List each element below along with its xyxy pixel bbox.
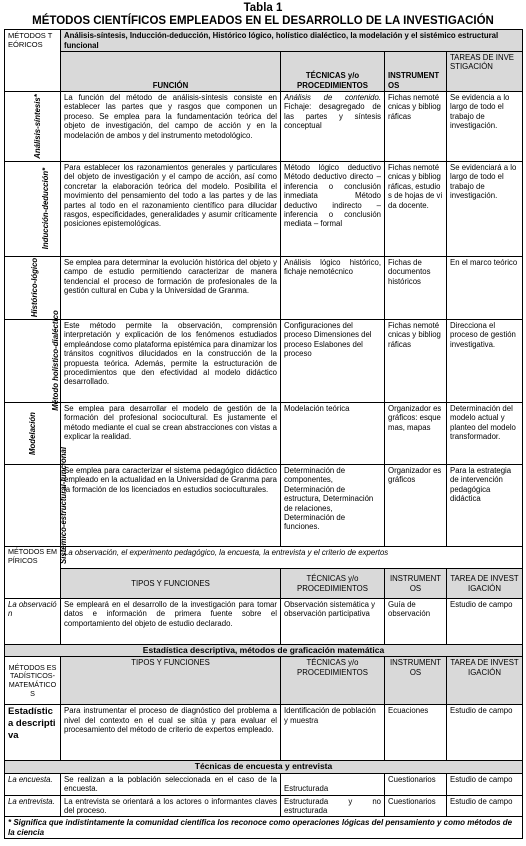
method-instruments: Fichas nemotécnicas y bibliográficas	[385, 92, 447, 162]
method-techniques: Observación sistemática y observación participativa	[281, 599, 385, 645]
theoretical-methods-banner: Análisis-síntesis, Inducción-deducción, Histórico lógico, holístico dialéctico, la modelación y el sistémico estructural funcional	[61, 30, 523, 52]
table-number: Tabla 1	[243, 2, 283, 14]
method-name: La encuesta.	[5, 773, 61, 795]
method-instruments: Fichas nemotécnicas y bibliográficas	[385, 320, 447, 403]
footnote: * Significa que indistintamente la comunidad científica los reconoce como operaciones lógicas del pensamiento y como métodos de la ciencia	[5, 817, 523, 839]
header-instrumentos: INSTRUMENTOS	[385, 52, 447, 92]
method-techniques: Método lógico deductivo Método deductivo directo – inferencia o conclusión inmediata Método deductivo indirecto – inferencia o conclusión mediata – formal	[281, 162, 385, 257]
document	[4, 2, 522, 839]
header-tecnicas: TÉCNICAS y/o PROCEDIMIENTOS	[281, 569, 385, 599]
method-tasks: Direcciona el proceso de gestión investigativa.	[447, 320, 523, 403]
method-tasks: Estudio de campo	[447, 795, 523, 817]
method-name: Inducción-deducción*	[5, 162, 61, 257]
method-instruments: Cuestionarios	[385, 795, 447, 817]
header-tecnicas: TÉCNICAS y/o PROCEDIMIENTOS	[281, 657, 385, 705]
method-techniques: Identificación de población y muestra	[281, 705, 385, 761]
method-tasks: Determinación del modelo actual y planteo del modelo transformador.	[447, 403, 523, 465]
table-row	[5, 257, 523, 320]
header-tareas: TAREAS DE INVESTIGACIÓN	[447, 52, 523, 92]
method-instruments: Guía de observación	[385, 599, 447, 645]
method-instruments: Cuestionarios	[385, 773, 447, 795]
statistics-section-title: Estadística descriptiva, métodos de graficación matemática	[5, 645, 523, 657]
empirical-side-label: MÉTODOS EMPÍRICOS	[5, 547, 61, 599]
method-instruments: Ecuaciones	[385, 705, 447, 761]
method-tasks: Para la estrategia de intervención pedagógica didáctica	[447, 465, 523, 547]
table-row	[5, 599, 523, 645]
table-row	[5, 795, 523, 817]
method-name: Sistémico-estructural-funcional	[5, 465, 61, 547]
table-row	[5, 773, 523, 795]
method-techniques: Estructurada	[281, 773, 385, 795]
method-techniques: Análisis lógico histórico, fichaje nemotécnico	[281, 257, 385, 320]
header-tipos-funciones: TIPOS Y FUNCIONES	[61, 569, 281, 599]
method-function: Se emplea para caracterizar el sistema pedagógico didáctico empleado en la actualidad en la Universidad de Granma para la formación de los licenciados en estudios socioculturales.	[61, 465, 281, 547]
method-function: Este método permite la observación, comprensión interpretación y explicación de los fenómenos estudiados empleándose como plataforma epistémica para dinamizar los tránsitos cognitivos dilucidados en la construcción de la propuesta teórica. Además, permite la estructuración de procedimientos que den efectividad al modelo didáctico desarrollado.	[61, 320, 281, 403]
method-instruments: Organizador es gráficos: esquemas, mapas	[385, 403, 447, 465]
empirical-methods-banner: La observación, el experimento pedagógico, la encuesta, la entrevista y el criterio de expertos	[61, 547, 523, 569]
header-tecnicas: TÉCNICAS y/o PROCEDIMIENTOS	[281, 52, 385, 92]
table-title: MÉTODOS CIENTÍFICOS EMPLEADOS EN EL DESARROLLO DE LA INVESTIGACIÓN	[32, 15, 494, 27]
table-row	[5, 403, 523, 465]
table-row	[5, 465, 523, 547]
method-tasks: En el marco teórico	[447, 257, 523, 320]
method-techniques: Estructurada y no estructurada	[281, 795, 385, 817]
header-tarea: TAREA DE INVESTIGACIÓN	[447, 569, 523, 599]
table-row	[5, 320, 523, 403]
header-instrumentos: INSTRUMENTOS	[385, 657, 447, 705]
method-function: La entrevista se orientará a los actores o informantes claves del proceso.	[61, 795, 281, 817]
method-function: Se realizan a la población seleccionada en el caso de la encuesta.	[61, 773, 281, 795]
method-name: Método holístico-dialéctico	[5, 320, 61, 403]
statistics-side-label: MÉTODOS ESTADÍSTICOS-MATEMÁTICOS	[5, 657, 61, 705]
method-instruments: Fichas de documentos históricos	[385, 257, 447, 320]
header-instrumentos: INSTRUMENTOS	[385, 569, 447, 599]
method-name: La observación	[5, 599, 61, 645]
method-name: La entrevista.	[5, 795, 61, 817]
method-tasks: Se evidenciará a lo largo de todo el trabajo de investigación.	[447, 162, 523, 257]
method-techniques: Configuraciones del proceso Dimensiones del proceso Eslabones del proceso	[281, 320, 385, 403]
header-tarea: TAREA DE INVESTIGACIÓN	[447, 657, 523, 705]
method-tasks: Estudio de campo	[447, 773, 523, 795]
method-instruments: Organizador es gráficos	[385, 465, 447, 547]
method-function: Se empleará en el desarrollo de la investigación para tomar datos e información de primera fuente sobre el comportamiento del objeto de estudio declarado.	[61, 599, 281, 645]
method-instruments: Fichas nemotécnicas y bibliográficas, estudios de hojas de vida docente.	[385, 162, 447, 257]
method-function: Se emplea para determinar la evolución histórica del objeto y campo de estudio permitiendo caracterizar de manera tendencial el proceso de formación de profesionales de la gestión cultural en Cuba y la Universidad de Granma.	[61, 257, 281, 320]
theoretical-side-label: MÉTODOS TEÓRICOS	[5, 30, 61, 92]
method-name: Estadística descriptiva	[5, 705, 61, 761]
method-techniques: Determinación de componentes, Determinación de estructura, Determinación de relaciones, Determinación de funciones.	[281, 465, 385, 547]
method-name: Histórico-lógico	[5, 257, 61, 320]
table-row	[5, 162, 523, 257]
method-tasks: Estudio de campo	[447, 705, 523, 761]
methods-table	[4, 29, 523, 839]
method-techniques: Modelación teórica	[281, 403, 385, 465]
method-tasks: Estudio de campo	[447, 599, 523, 645]
method-techniques: Análisis de contenido. Fichaje: desagregado de las partes y síntesis conceptual	[281, 92, 385, 162]
method-function: Para establecer los razonamientos generales y particulares del objeto de investigación y el campo de acción, así como concretar la elaboración teórica del modelo. Posibilita el movimiento del pensamiento del todo a las partes y de las partes al todo en el razonamiento científico para dilucidar rasgos, especificidades, generalidades y asumir críticamente posiciones epistemológicas.	[61, 162, 281, 257]
table-row	[5, 92, 523, 162]
header-tipos-funciones: TIPOS Y FUNCIONES	[61, 657, 281, 705]
method-tasks: Se evidencia a lo largo de todo el trabajo de investigación.	[447, 92, 523, 162]
table-row	[5, 705, 523, 761]
header-funcion: FUNCIÓN	[61, 52, 281, 92]
method-function: Se emplea para desarrollar el modelo de gestión de la formación del profesional sociocultural. Es justamente el método mediante el cual se crean abstracciones con vistas a explicar la realidad.	[61, 403, 281, 465]
method-name: Análisis-síntesis*	[5, 92, 61, 162]
method-function: La función del método de análisis-síntesis consiste en establecer las partes que y rasgos que componen un proceso. Se emplea para la fundamentación teórica del objeto de investigación, del campo de acción y en la modelación de ambos y del instrumento metodológico.	[61, 92, 281, 162]
survey-section-title: Técnicas de encuesta y entrevista	[5, 761, 523, 773]
method-function: Para instrumentar el proceso de diagnóstico del problema a nivel del contexto en el cual se sitúa y para evaluar el procesamiento del método de criterio de expertos empleado.	[61, 705, 281, 761]
method-name: Modelación	[5, 403, 61, 465]
